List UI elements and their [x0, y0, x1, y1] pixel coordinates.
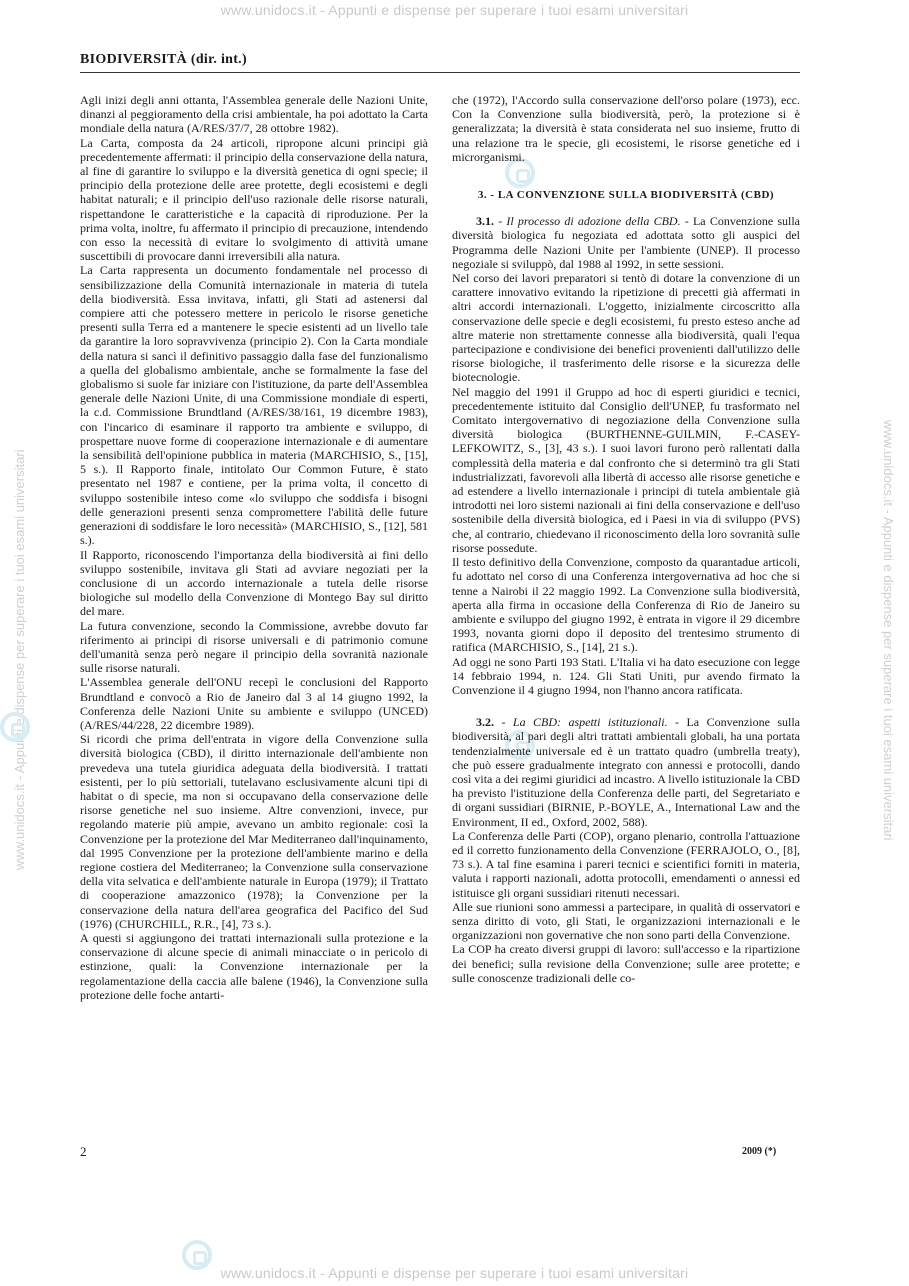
subsection-number: 3.2. [476, 715, 494, 730]
watermark-left: www.unidocs.it - Appunti e dispense per superare i tuoi esami universitari [12, 449, 27, 870]
paragraph: La Carta, composta da 24 articoli, ripropone alcuni principi già precedentemente affermati: il principio della conservazione della natura, al fine di garantire lo sviluppo e la diversità genetica di ogni specie; il principio della protezione delle aree protette, degli ecosistemi e degli habitat naturali; e il principio dell'uso razionale delle risorse naturali, rispettandone le caratteristiche e la capacità di riproduzione. Per la prima volta, inoltre, fu affermato il principio di precauzione, intendendo con esso la necessità di evitare lo svolgimento di attività umane suscettibili di provocare danni irreversibili alla natura. [80, 135, 428, 264]
subsection-3-1 [452, 214, 800, 271]
page-year: 2009 (*) [742, 1146, 777, 1157]
watermark-logo-icon [182, 1240, 212, 1270]
paragraph: che (1972), l'Accordo sulla conservazione dell'orso polare (1973), ecc. Con la Convenzione sulla biodiversità, però, la protezione si è generalizzata; la diversità è stata considerata nel suo insieme, frutto di una relazione tra le specie, gli ecosistemi, le risorse genetiche ed i microrganismi. [452, 93, 800, 164]
watermark-top: www.unidocs.it - Appunti e dispense per superare i tuoi esami universitari [220, 2, 689, 18]
paragraph: La COP ha creato diversi gruppi di lavoro: sull'accesso e la ripartizione dei benefici; sulla revisione della Convenzione; sulle aree protette; e sulle conoscenze tradizionali delle co- [452, 942, 800, 985]
paragraph: Il testo definitivo della Convenzione, composto da quarantadue articoli, fu adottato nel corso di una Conferenza intergovernativa ad hoc che si tenne a Nairobi il 22 maggio 1992. La Convenzione sulla biodiversità, aperta alla firma in occasione della Conferenza di Rio de Janeiro su ambiente e sviluppo del giugno 1992, è entrata in vigore il 29 dicembre 1993, novanta giorni dopo il deposito del trentesimo strumento di ratifica (MARCHISIO, S., [14], 21 s.). [452, 555, 800, 655]
watermark-right: www.unidocs.it - Appunti e dispense per superare i tuoi esami universitari [881, 420, 896, 841]
paragraph: Il Rapporto, riconoscendo l'importanza della biodiversità ai fini dello sviluppo sostenibile, invitava gli Stati ad avviare negoziati per la conclusione di un accordo internazionale a tutela delle risorse biologiche sul modello della Convenzione di Montego Bay sul diritto del mare. [80, 547, 428, 619]
watermark-bottom: www.unidocs.it - Appunti e dispense per superare i tuoi esami universitari [220, 1265, 689, 1281]
paragraph: Alle sue riunioni sono ammessi a partecipare, in qualità di osservatori e senza diritto di voto, gli Stati, le organizzazioni internazionali e le organizzazioni non governative che non sono parti della Convenzione. [452, 899, 800, 943]
paragraph: L'Assemblea generale dell'ONU recepì le conclusioni del Rapporto Brundtland e convocò a Rio de Janeiro dal 3 al 14 giugno 1992, la Conferenza delle Nazioni Unite su ambiente e sviluppo (UNCED) (A/RES/44/228, 22 dicembre 1989). [80, 675, 428, 732]
paragraph: Ad oggi ne sono Parti 193 Stati. L'Italia vi ha dato esecuzione con legge 14 febbraio 1994, n. 124. Gli Stati Uniti, pur avendo firmato la Convenzione il 4 giugno 1994, non l'hanno ancora ratificata. [452, 654, 800, 697]
subsection-title: - La CBD: aspetti istituzionali. [501, 715, 668, 730]
watermark-logo-icon [0, 712, 30, 742]
paragraph: Nel maggio del 1991 il Gruppo ad hoc di esperti giuridici e tecnici, precedentemente istituito dal Consiglio dell'UNEP, fu trasformato nel Comitato intergovernativo di negoziazione della Convenzione sulla diversità biologica (BURTHENNE-GUILMIN, F.-CASEY-LEFKOWITZ, S., [3], 43 s.). I suoi lavori furono però rallentati dalla complessità della materia e dal confronto che si determinò tra gli Stati industrializzati, favorevoli alla libertà di accesso alle risorse genetiche e ad estendere a livello internazionale i principi di tutela ambientale già introdotti nei loro sistemi nazionali ai fini della conservazione e dell'uso sostenibile della diversità biologica, ed i Paesi in via di sviluppo (PVS) che, al contrario, chiedevano il riconoscimento della loro sovranità sulle risorse possedute. [452, 384, 800, 555]
header-divider [80, 72, 800, 73]
paragraph: Si ricordi che prima dell'entrata in vigore della Convenzione sulla diversità biologica (CBD), il diritto internazionale dell'ambiente non prevedeva una tutela giuridica adeguata della biodiversità. I trattati esistenti, per lo più settoriali, tutelavano esclusivamente alcuni tipi di habitat o di specie, ma non si occupavano della conservazione delle risorse genetiche nel suo insieme. Altre convenzioni, invece, pur regolando materie più ampie, avevano un ambito regionale: così la Convenzione per la protezione del Mar Mediterraneo dall'inquinamento, dal 1995 Convenzione per la protezione dell'ambiente marino e della regione costiera del Mediterraneo; la Convenzione sulla conservazione della vita selvatica e dell'ambiente naturale in Europa (1979); il Trattato di cooperazione amazzonico (1978); la Convenzione per la conservazione della natura dell'area geografica del Pacifico del Sud (1976) (CHURCHILL, R.R., [4], 73 s.). [80, 732, 428, 931]
page-header-title: BIODIVERSITÀ (dir. int.) [80, 52, 247, 67]
paragraph: - La Convenzione sulla diversità biologica fu negoziata ed adottata sotto gli auspici del Programma delle Nazioni Unite per l'ambiente (UNEP). Il processo negoziale si sviluppò, dal 1988 al 1992, in sette sessioni. [452, 214, 801, 271]
subsection-3-2 [452, 715, 800, 829]
paragraph: Agli inizi degli anni ottanta, l'Assemblea generale delle Nazioni Unite, dinanzi al peggioramento della crisi ambientale, ha poi adottato la Carta mondiale della natura (A/RES/37/7, 28 ottobre 1982). [80, 93, 428, 136]
paragraph: La Conferenza delle Parti (COP), organo plenario, controlla l'attuazione ed il corretto funzionamento della Convenzione (FERRAJOLO, O., [8], 73 s.). A tal fine esamina i pareri tecnici e scientifici forniti in materia, valuta i rapporti nazionali, adotta protocolli, emendamenti o annessi ed istituisce gli organi sussidiari ritenuti necessari. [452, 828, 800, 900]
right-column [452, 93, 800, 985]
paragraph: - La Convenzione sulla biodiversità, al pari degli altri trattati ambientali globali, ha una portata tendenzialmente universale ed è un trattato quadro (umbrella treaty), che può essere gradualmente integrato con annessi e protocolli, dando così vita a dei regimi giuridici ad incastro. A livello istituzionale la CBD ha previsto l'istituzione della Conferenza delle parti, del Segretariato e di organi sussidiari (BIRNIE, P.-BOYLE, A., International Law and the Environment, II ed., Oxford, 2002, 588). [452, 715, 801, 829]
subsection-number: 3.1. [476, 214, 494, 229]
left-column [80, 93, 428, 1002]
subsection-title: - Il processo di adozione della CBD. [498, 214, 681, 229]
paragraph: La Carta rappresenta un documento fondamentale nel processo di sensibilizzazione della Comunità internazionale in materia di tutela della biodiversità. Essa invitava, infatti, gli Stati ad astenersi dal compiere atti che potessero mettere in pericolo le risorse genetiche presenti sulla Terra ed a mantenere le specie esistenti ad un livello tale da garantire la loro sopravvivenza (principio 2). Con la Carta mondiale della natura si sancì il definitivo passaggio dalla fase del funzionalismo a quella del globalismo ambientale, anche se formalmente la fase del globalismo si suole far iniziare con l'istituzione, da parte dell'Assemblea generale delle Nazioni Unite, di una Commissione mondiale di esperti, la c.d. Commissione Brundtland (A/RES/38/161, 19 dicembre 1983), con l'incarico di esaminare il rapporto tra ambiente e sviluppo, di prospettare nuove forme di cooperazione internazionale e di aumentare la sensibilità dell'opinione pubblica in materia (MARCHISIO, S., [15], 5 s.). Il Rapporto finale, intitolato Our Common Future, è stato presentato nel 1987 e contiene, per la prima volta, il concetto di sviluppo sostenibile inteso come «lo sviluppo che soddisfa i bisogni delle generazioni presenti senza compromettere l'abilità delle future generazioni di soddisfare le loro necessità» (MARCHISIO, S., [12], 581 s.). [80, 263, 428, 548]
paragraph: La futura convenzione, secondo la Commissione, avrebbe dovuto far riferimento ai principi di risorse universali e di patrimonio comune dell'umanità senza però negare il principio della sovranità nazionale sulle risorse naturali. [80, 618, 428, 676]
paragraph: Nel corso dei lavori preparatori si tentò di dotare la convenzione di un carattere innovativo evitando la ripetizione di precetti già affermati in altri accordi internazionali. L'oggetto, inizialmente circoscritto alla conservazione delle specie e degli ecosistemi, fu presto esteso anche ad altre materie non strettamente connesse alla biodiversità, quali l'equa partecipazione e condivisione dei benefici provenienti dall'utilizzo delle risorse biologiche, il trasferimento delle risorse e la sicurezza delle biotecnologie. [452, 271, 800, 385]
paragraph: A questi si aggiungono dei trattati internazionali sulla protezione e la conservazione di alcune specie di animali minacciate o in pericolo di estinzione, quali: la Convenzione internazionale per la regolamentazione della caccia alle balene (1946), la Convenzione sulla protezione delle foche antarti- [80, 930, 428, 1002]
page-number: 2 [80, 1144, 87, 1159]
section-title: 3. - LA CONVENZIONE SULLA BIODIVERSITÀ (CBD) [477, 189, 775, 202]
